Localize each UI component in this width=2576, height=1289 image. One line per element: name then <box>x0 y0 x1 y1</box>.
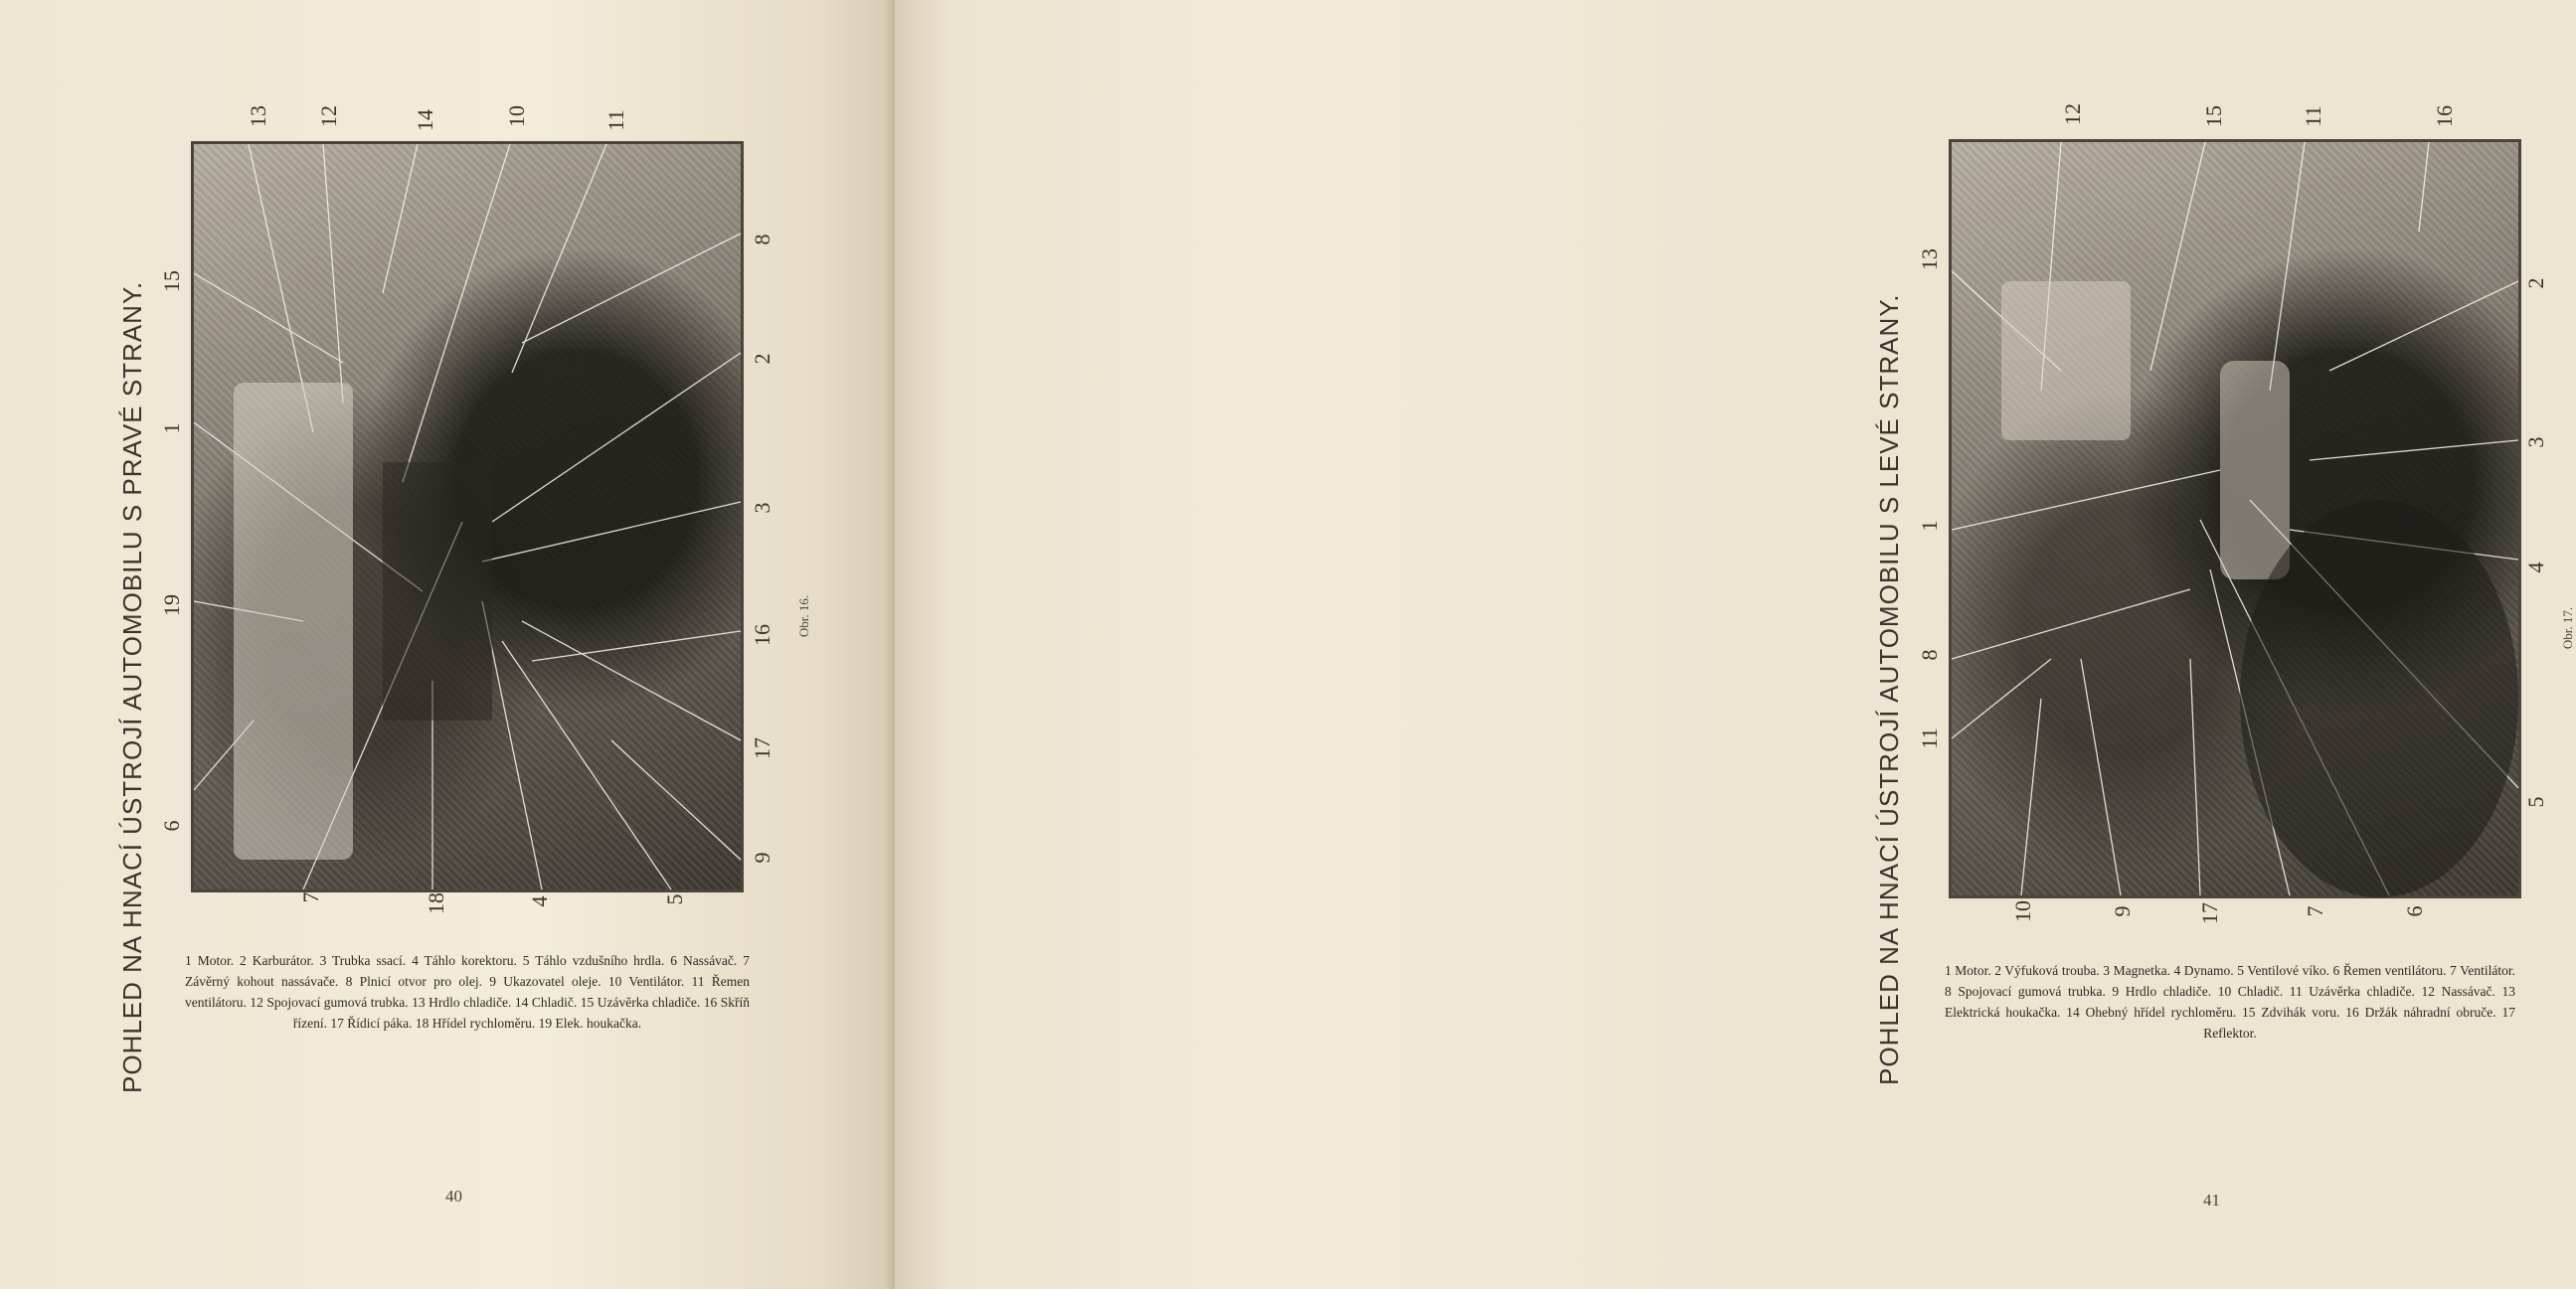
callout: 3 <box>750 502 774 514</box>
page-number: 40 <box>445 1187 462 1206</box>
figure-label: Obr. 17. <box>2560 606 2576 650</box>
page-number: 41 <box>2203 1191 2220 1209</box>
callout: 8 <box>750 234 774 245</box>
callout: 3 <box>2523 436 2548 448</box>
callout: 16 <box>2432 105 2457 127</box>
callout: 10 <box>504 105 529 127</box>
callout-lines <box>194 144 741 889</box>
callout: 15 <box>159 270 184 292</box>
left-page <box>0 0 895 1289</box>
engine-photo-right-side <box>191 141 744 892</box>
right-page <box>895 0 2576 1289</box>
callout: 9 <box>2110 905 2135 917</box>
callout: 2 <box>2523 277 2548 289</box>
callout: 12 <box>316 105 341 127</box>
callout: 5 <box>2523 796 2548 808</box>
callout: 11 <box>603 109 628 131</box>
callout: 4 <box>2523 562 2548 573</box>
callout: 18 <box>424 892 448 914</box>
callout: 16 <box>750 624 774 646</box>
figure-label: Obr. 16. <box>796 594 812 638</box>
figure-caption: 1 Motor. 2 Výfuková trouba. 3 Magnetka. 4 Dynamo. 5 Ventilové víko. 6 Řemen ventilátoru. 7 Ventilátor. 8 Spojovací gumová trubka. 9 Hrdlo chladiče. 10 Chladič. 11 Uzávěrka chladiče. 12 Nassávač. 13 Elektrická houkačka. 14 Ohebný hřídel rychloměru. 15 Zdvihák voru. 16 Držák náhradní obruče. 17 Reflektor. <box>1945 963 2515 1041</box>
callout: 19 <box>159 594 184 616</box>
callout: 12 <box>2060 103 2085 125</box>
callout: 17 <box>2197 902 2222 924</box>
callout: 11 <box>2301 105 2325 127</box>
callout: 8 <box>1917 649 1942 661</box>
figure-caption: 1 Motor. 2 Karburátor. 3 Trubka ssací. 4 Táhlo korektoru. 5 Táhlo vzdušního hrdla. 6 Nassávač. 7 Závěrný kohout nassávače. 8 Plnicí otvor pro olej. 9 Ukazovatel oleje. 10 Ventilátor. 11 Řemen ventilátoru. 12 Spojovací gumová trubka. 13 Hrdlo chladiče. 14 Chladič. 15 Uzávěrka chladiče. 16 Skříň řízení. 17 Řídicí páka. 18 Hřídel rychloměru. 19 Elek. houkačka. <box>185 953 750 1031</box>
callout: 6 <box>159 820 184 832</box>
callout: 2 <box>750 353 774 365</box>
right-page-title: POHLED NA HNACÍ ÚSTROJÍ AUTOMOBILU S LEVÉ STRANY. <box>1874 293 1904 1085</box>
callout: 15 <box>2201 105 2226 127</box>
callout-lines <box>1952 142 2518 895</box>
callout: 4 <box>527 895 552 907</box>
callout: 7 <box>298 891 323 903</box>
callout: 14 <box>413 109 437 131</box>
engine-photo-left-side <box>1949 139 2521 898</box>
callout: 1 <box>159 422 184 434</box>
callout: 7 <box>2303 905 2327 917</box>
callout: 1 <box>1917 520 1942 532</box>
left-page-title: POHLED NA HNACÍ ÚSTROJÍ AUTOMOBILU S PRAVÉ STRANY. <box>117 280 147 1093</box>
callout: 13 <box>246 105 270 127</box>
callout: 9 <box>750 852 774 864</box>
callout: 17 <box>750 737 774 759</box>
callout: 11 <box>1917 727 1942 749</box>
callout: 13 <box>1917 248 1942 270</box>
callout: 5 <box>662 893 687 905</box>
callout: 10 <box>2010 900 2035 922</box>
callout: 6 <box>2402 905 2427 917</box>
